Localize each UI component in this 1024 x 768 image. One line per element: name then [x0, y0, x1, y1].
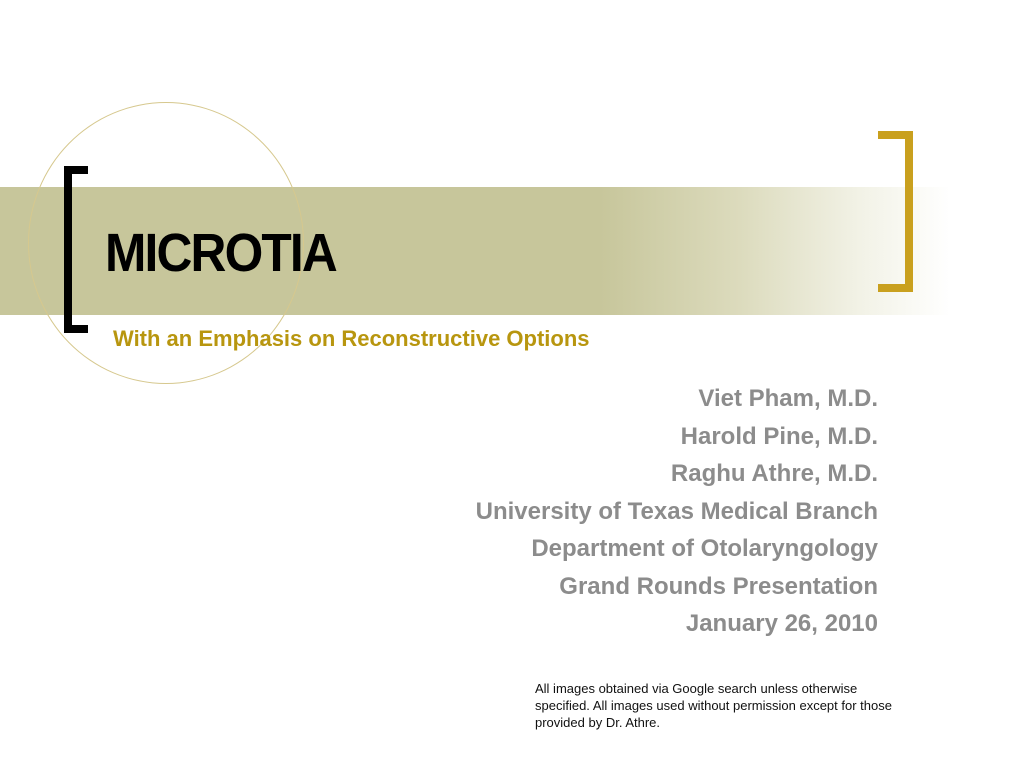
left-bracket-decoration	[64, 166, 88, 333]
right-bracket-decoration	[878, 131, 913, 292]
author-line: Viet Pham, M.D.	[698, 385, 878, 412]
institution-line: University of Texas Medical Branch	[475, 497, 878, 525]
slide-subtitle: With an Emphasis on Reconstructive Options	[113, 326, 590, 351]
image-credit-footnote: All images obtained via Google search unless otherwise specified. All images used without permission except for those provided by Dr. Athre.	[535, 681, 892, 730]
author-line: Harold Pine, M.D.	[680, 422, 878, 450]
date-line: January 26, 2010	[685, 610, 878, 637]
department-line: Department of Otolaryngology	[531, 535, 878, 562]
slide-title: MICROTIA	[105, 223, 336, 283]
author-block	[476, 380, 878, 643]
event-line: Grand Rounds Presentation	[559, 572, 878, 600]
author-line: Raghu Athre, M.D.	[670, 460, 878, 487]
